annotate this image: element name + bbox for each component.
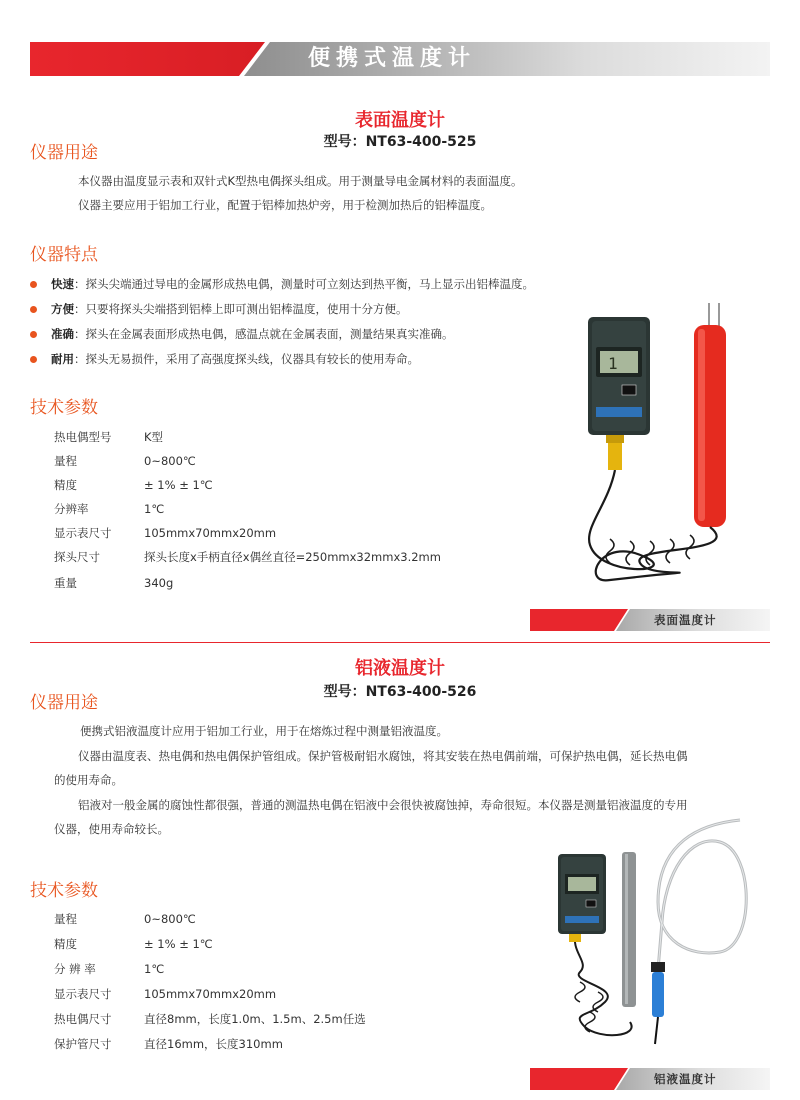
spec-key: 量程 <box>54 454 77 468</box>
surface-thermometer-image <box>570 295 770 595</box>
meter-display-value: 1 <box>608 354 618 373</box>
feature-text: ：探头无易损件，采用了高强度探头线，仪器具有较长的使用寿命。 <box>74 352 419 366</box>
spec-value: 105mmx70mmx20mm <box>144 526 277 540</box>
product2-usage-line-4: 铝液对一般金属的腐蚀性都很强，普通的测温热电偶在铝液中会很快被腐蚀掉，寿命很短。本仪器是测量铝液温度的专用 <box>78 798 688 812</box>
feature-label: 耐用 <box>51 352 74 366</box>
product1-caption <box>530 609 770 631</box>
spec-row <box>54 453 196 469</box>
product2-specs-heading: 技术参数 <box>30 881 98 901</box>
spec-value: ± 1% ± 1℃ <box>144 478 213 492</box>
bullet-dot-icon <box>30 281 37 288</box>
feature-label: 快速 <box>51 277 74 291</box>
spec-row <box>54 477 213 493</box>
feature-item <box>30 351 419 367</box>
spec-value: 探头长度x手柄直径x偶丝直径=250mmx32mmx3.2mm <box>144 550 441 564</box>
feature-text: ：探头在金属表面形成热电偶，感温点就在金属表面，测量结果真实准确。 <box>74 327 454 341</box>
spec-key: 分辨率 <box>54 502 89 516</box>
feature-label: 方便 <box>51 302 74 316</box>
product1-model: 型号：NT63-400-525 <box>323 134 477 150</box>
spec-row <box>54 525 276 541</box>
spec-value: K型 <box>144 430 164 444</box>
product1-usage-line-2: 仪器主要应用于铝加工行业，配置于铝棒加热炉旁，用于检测加热后的铝棒温度。 <box>78 198 492 212</box>
page-banner <box>30 42 770 76</box>
caption-red-stripe <box>530 609 628 631</box>
spec-value: 0~800℃ <box>144 912 196 926</box>
banner-red-stripe <box>30 42 265 76</box>
bullet-dot-icon <box>30 306 37 313</box>
spec-row <box>54 936 213 952</box>
bullet-dot-icon <box>30 331 37 338</box>
spec-row <box>54 911 196 927</box>
spec-key: 热电偶尺寸 <box>54 1012 112 1026</box>
product1-specs-heading: 技术参数 <box>30 398 98 418</box>
spec-value: 105mmx70mmx20mm <box>144 987 277 1001</box>
feature-text: ：只要将探头尖端搭到铝棒上即可测出铝棒温度，使用十分方便。 <box>74 302 408 316</box>
spec-key: 探头尺寸 <box>54 550 100 564</box>
spec-row <box>54 1011 366 1027</box>
spec-key: 精度 <box>54 478 77 492</box>
spec-key: 保护管尺寸 <box>54 1037 112 1051</box>
product2-usage-line-1: 便携式铝液温度计应用于铝加工行业，用于在熔炼过程中测量铝液温度。 <box>80 724 448 738</box>
spec-key: 量程 <box>54 912 77 926</box>
spec-row <box>54 961 164 977</box>
product2-usage-line-5: 仪器，使用寿命较长。 <box>54 822 169 836</box>
banner-title: 便携式温度计 <box>308 46 477 71</box>
spec-key: 分 辨 率 <box>54 962 96 976</box>
spec-row <box>54 575 173 591</box>
spec-value: 340g <box>144 576 174 590</box>
product2-model: 型号：NT63-400-526 <box>323 684 477 700</box>
spec-key: 显示表尺寸 <box>54 526 112 540</box>
spec-row <box>54 549 441 565</box>
feature-item <box>30 326 454 342</box>
spec-value: 直径8mm，长度1.0m、1.5m、2.5m任选 <box>144 1012 366 1026</box>
product2-usage-line-2: 仪器由温度表、热电偶和热电偶保护管组成。保护管极耐铝水腐蚀，将其安装在热电偶前端，可保护热电偶，延长热电偶 <box>78 749 688 763</box>
product1-caption-text: 表面温度计 <box>654 613 717 627</box>
feature-text: ：探头尖端通过导电的金属形成热电偶，测量时可立刻达到热平衡，马上显示出铝棒温度。 <box>74 277 534 291</box>
spec-value: 0~800℃ <box>144 454 196 468</box>
product2-usage-heading: 仪器用途 <box>30 693 98 713</box>
product1-usage-heading: 仪器用途 <box>30 143 98 163</box>
bullet-dot-icon <box>30 356 37 363</box>
product1-features-heading: 仪器特点 <box>30 245 98 265</box>
feature-item <box>30 276 534 292</box>
spec-value: ± 1% ± 1℃ <box>144 937 213 951</box>
product1-title: 表面温度计 <box>355 110 445 131</box>
spec-row <box>54 986 276 1002</box>
caption-red-stripe <box>530 1068 628 1090</box>
spec-value: 直径16mm，长度310mm <box>144 1037 283 1051</box>
spec-value: 1℃ <box>144 502 165 516</box>
spec-key: 热电偶型号 <box>54 430 112 444</box>
product2-caption-text: 铝液温度计 <box>654 1072 717 1086</box>
feature-label: 准确 <box>51 327 74 341</box>
product2-usage-line-3: 的使用寿命。 <box>54 773 123 787</box>
spec-key: 精度 <box>54 937 77 951</box>
spec-row <box>54 429 163 445</box>
product2-caption <box>530 1068 770 1090</box>
product2-title: 铝液温度计 <box>355 658 445 679</box>
feature-item <box>30 301 408 317</box>
product1-usage-line-1: 本仪器由温度显示表和双针式K型热电偶探头组成。用于测量导电金属材料的表面温度。 <box>78 174 523 188</box>
spec-key: 显示表尺寸 <box>54 987 112 1001</box>
spec-row <box>54 1036 283 1052</box>
section-divider <box>30 642 770 643</box>
spec-row <box>54 501 164 517</box>
molten-aluminum-thermometer-image <box>550 812 770 1062</box>
spec-key: 重量 <box>54 576 77 590</box>
spec-value: 1℃ <box>144 962 165 976</box>
